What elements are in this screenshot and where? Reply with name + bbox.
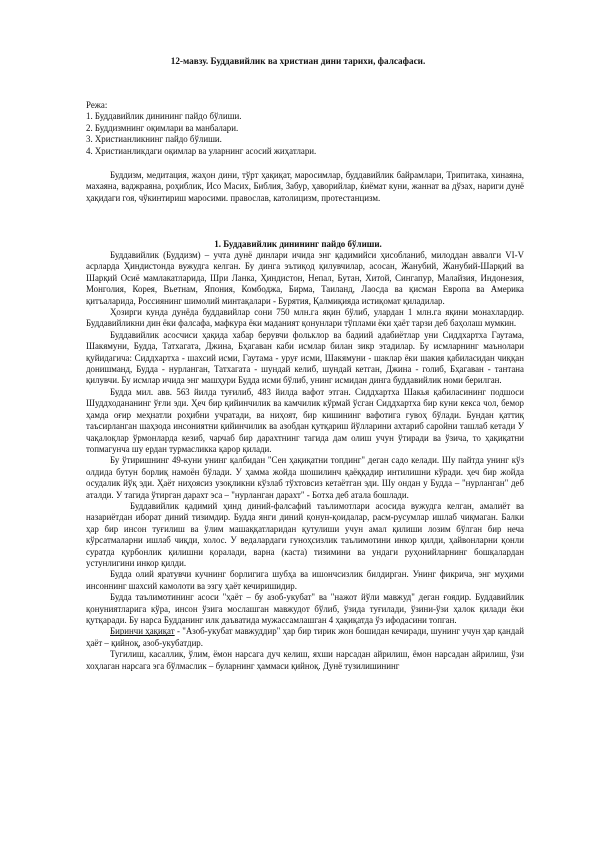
plan-item: 4. Христианликдаги оқимлар ва уларнинг асосий жиҳатлари.	[86, 145, 317, 156]
plan-list	[86, 100, 526, 157]
plan-item: 1. Буддавийлик динининг пайдо бўлиши.	[86, 111, 242, 122]
body-paragraph: Тугилиш, касаллик, ўлим, ёмон нарсага дуч келиш, яхши нарсадан айрилиш, ёмон нарсадан айрилиш, ўзи хоҳлаган нарсага эга бўлмаслик – буларнинг ҳаммаси қийноқ. Дунё тузилишининг	[86, 649, 524, 671]
plan-label: Режа:	[86, 100, 108, 110]
body-paragraph: Ҳозирги кунда дунёда буддавийлар сони 750 млн.га яқин бўлиб, улардан 1 млн.га яқини монахлардир. Буддавийликни дин ёки фалсафа, мафкура ёки маданият қонунлари тўплами ёки ҳаёт тарзи деб баҳолаш мумкин.	[86, 307, 524, 329]
body-paragraph: Буддавийлик қадимий ҳинд диний-фалсафий таълимотлари асосида вужудга келган, амалиёт ва назариётдан иборат диний тизимдир. Будда янги диний қонун-қоидалар, расм-русумлар ишлаб чиқмаган. Балки ҳар бир инсон туғилиш ва ўлим машаққатларидан қутулиши учун амал қилиши лозим бўлган бир неча кўрсатмаларни ишлаб чиқди, холос. У ведалардаги гуноҳсизлик таълимотини инкор қилди, ҳайвонларни қонли суратда қурбонлик қилишни қоралади, варна (каста) тизимини ва ундаги руҳонийларнинг бошқалардан устунлигини инкор қилди.	[86, 500, 524, 568]
body-paragraph: Бу ўтиришнинг 49-куни унинг қалбидан "Сен ҳақиқатни топдинг" деган садо келади. Шу пайтда унинг кўз олдида бутун борлиқ намоён бўлади. У ҳамма жойда шошилинч қаёққадир интилишни кўради. ҳеч бир жойда осудалик йўқ эди. Ҳаёт ниҳоясиз узоқликни кўзлаб тўхтовсиз кетаётган эди. Шу ондан у Будда – "нурланган" деб аталди. У тагида ўтирган дарахт эса – "нурланган дарахт" - Ботха деб атала бошлади.	[86, 455, 524, 500]
body-paragraph: Будда таълимотининг асоси "ҳаёт – бу азоб-укубат" ва "нажот йўли мавжуд" деган ғоядир. Буддавийлик қонуниятларига кўра, инсон ўзига мослашган мавжудот бўлиб, ўзида туғилади, ўзини-ўзи ҳалок қилади ёки қутқаради. Бу нарса Будданинг илк даъватида мужассамлашган 4 ҳақиқатда ўз ифодасини топган.	[86, 592, 524, 625]
body-paragraph: Будда мил. авв. 563 йилда туғилиб, 483 йилда вафот этган. Сиддхартха Шакья қабиласининг подшоси Шуддходананинг ўғли эди. Ҳеч бир қийинчилик ва камчилик кўрмай ўсган Сиддхартха бир куни кекса чол, бемор ҳамда оғир меҳнатли роҳибни учратади, ва ниҳоят, бир кишининг вафотига гувоҳ бўлади. Бундан қаттиқ таъсирланган шаҳзода инсониятни қийинчилик ва азобдан қутқариш йўлларини ахтариб саройни ташлаб кетади У чақалоқлар ўрмонларда кезиб, чарчаб бир дарахтнинг тагида дам олиш учун ўтиради ва ўзича, то ҳақиқатни топмагунча шу ердан турмасликка қарор қилади.	[86, 386, 524, 454]
keywords-block	[86, 170, 524, 204]
plan-item: 2. Буддизмнинг оқимлари ва манбалари.	[86, 122, 239, 133]
truth-label: Биринчи ҳақиқат	[110, 626, 175, 637]
plan-item: 3. Христианликнинг пайдо бўлиши.	[86, 134, 222, 145]
body-paragraph: Будда олий яратувчи кучнинг борлигига шубҳа ва ишончсизлик билдирган. Унинг фикрича, энг муҳими инсоннинг шахсий камолоти ва эзгу ҳаёт кечиришидир.	[86, 569, 524, 591]
truth-paragraph	[86, 626, 524, 649]
keywords-paragraph: Буддизм, медитация, жаҳон дини, тўрт ҳақиқат, маросимлар, буддавийлик байрамлари, Трипитака, хинаяна, махаяна, ваджраяна, роҳиблик, Исо Масих, Библия, Забур, ҳаворийлар, ќиёмат куни, жаннат ва дўзах, нариги дунё ҳақидаги гоя, чўкинтириш маросими. православ, католицизм, протестанцизм.	[86, 170, 524, 203]
body-paragraph: Буддавийлик асосчиси ҳақида хабар берувчи фольклор ва бадиий адабиётлар уни Сиддхартха Гаутама, Шакямуни, Будда, Татхагата, Джина, Бҳагаван каби исмлар билан зикр этадилар. Бу исмларнинг маънолари қуйидагича: Сиддхартха - шахсий исми, Гаутама - уруғ исми, Шакямуни - шаклар ёки шакия қабиласидан чиққан донишманд, Будда - нурланган, Татхагата - шундай келиб, шундай кетган, Джина - голиб, Бҳагаван - тантана қилувчи. Бу исмлар ичида энг машҳури Будда исми бўлиб, унинг исмидан динга буддавийлик номи берилган.	[86, 329, 524, 386]
truth-text: - "Азоб-укубат мавжуддир" ҳар бир тирик жон бошидан кечиради, шунинг учун ҳар қандай ҳаёт – қийноқ, азоб-укубатдир.	[86, 626, 524, 648]
section-heading: 1. Буддавийлик динининг пайдо бўлиши.	[214, 239, 382, 249]
section-body	[86, 250, 524, 672]
body-paragraph: Буддавийлик (Буддизм) – учта дунё динлари ичида энг қадимийси ҳисобланиб, милоддан аввалги VI-V асрларда Ҳиндистонда вужудга келган. Бу динга эътиқод қилувчилар, асосан, Жанубий, Жанубий-Шарқий ва Шарқий Осиё мамлакатларида, Шри Ланка, Ҳиндистон, Непал, Бутан, Хитой, Сингапур, Малайзия, Индонезия, Монголия, Корея, Вьетнам, Япония, Комбоджа, Бирма, Таиланд, Лаосда ва қисман Европа ва Америка қитъаларида, Россиянинг шимолий минтақалари - Бурятия, Қалмиқияда истиқомат қиладилар.	[86, 250, 524, 306]
page-title: 12-мавзу. Буддавийлик ва христиан дини тарихи, фалсафаси.	[170, 56, 426, 66]
